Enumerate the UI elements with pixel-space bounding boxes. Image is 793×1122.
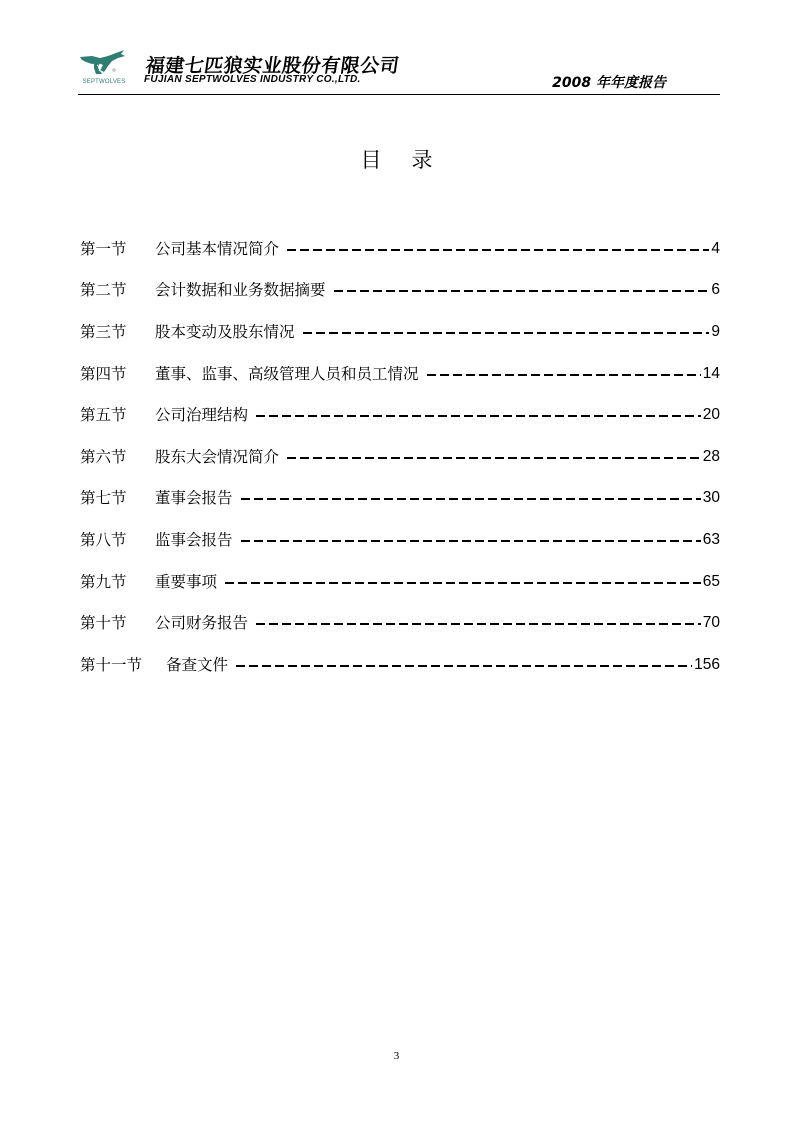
toc-entry[interactable]	[80, 436, 720, 478]
toc-section-number: 第八节	[80, 530, 127, 549]
toc-entry[interactable]	[80, 270, 720, 312]
toc-entry[interactable]	[80, 519, 720, 561]
toc-dot-leader	[256, 623, 701, 625]
toc-section-number: 第六节	[80, 447, 127, 466]
toc-section-number: 第二节	[80, 281, 127, 300]
toc-page-number: 20	[702, 406, 720, 424]
toc-section-title: 公司基本情况简介	[155, 239, 280, 258]
toc-section-title: 重要事项	[155, 572, 218, 591]
toc-page-number: 4	[711, 239, 720, 257]
toc-dot-leader	[303, 332, 710, 334]
toc-section-number: 第七节	[80, 489, 127, 508]
toc-page-number: 6	[711, 281, 720, 299]
toc-section-title: 公司财务报告	[155, 614, 249, 633]
toc-entry[interactable]	[80, 602, 720, 644]
toc-page-number: 14	[702, 364, 720, 382]
toc-page-number: 63	[702, 530, 720, 548]
toc-section-number: 第十节	[80, 614, 127, 633]
toc-section-number: 第九节	[80, 572, 127, 591]
toc-section-title: 董事、监事、高级管理人员和员工情况	[155, 364, 419, 383]
toc-title-char: 目	[360, 148, 382, 172]
toc-dot-leader	[225, 582, 701, 584]
toc-entry[interactable]	[80, 228, 720, 270]
table-of-contents	[80, 228, 720, 686]
toc-entry[interactable]	[80, 561, 720, 603]
toc-section-title: 股东大会情况简介	[155, 447, 280, 466]
toc-section-number: 第一节	[80, 239, 127, 258]
toc-dot-leader	[287, 457, 701, 459]
toc-page-number: 156	[694, 655, 720, 673]
header-divider	[78, 94, 720, 95]
company-name-cn: 福建七匹狼实业股份有限公司	[144, 55, 401, 77]
toc-section-title: 公司治理结构	[155, 406, 249, 425]
page-header	[78, 44, 720, 96]
toc-entry[interactable]	[80, 478, 720, 520]
toc-page-number: 28	[702, 447, 720, 465]
toc-dot-leader	[241, 540, 701, 542]
toc-page-number: 65	[702, 572, 720, 590]
toc-dot-leader	[256, 415, 701, 417]
company-name-en: FUJIAN SEPTWOLVES INDUSTRY CO.,LTD.	[144, 74, 361, 85]
toc-section-title: 会计数据和业务数据摘要	[155, 281, 326, 300]
toc-section-number: 第十一节	[80, 655, 143, 674]
toc-section-title: 董事会报告	[155, 489, 233, 508]
toc-dot-leader	[427, 374, 701, 376]
toc-page-number: 9	[711, 322, 720, 340]
toc-title-char: 录	[411, 148, 433, 172]
toc-dot-leader	[241, 498, 701, 500]
toc-page-number: 70	[702, 614, 720, 632]
toc-section-title: 备查文件	[166, 655, 229, 674]
report-title: 2008 年年度报告	[552, 75, 666, 91]
page-number: 3	[393, 1050, 400, 1062]
toc-page-number: 30	[702, 489, 720, 507]
toc-section-number: 第四节	[80, 364, 127, 383]
toc-entry[interactable]	[80, 394, 720, 436]
toc-section-title: 监事会报告	[155, 530, 233, 549]
toc-section-number: 第三节	[80, 322, 127, 341]
toc-dot-leader	[287, 249, 709, 251]
toc-title	[0, 144, 793, 174]
wolf-logo-icon	[78, 48, 128, 86]
toc-dot-leader	[236, 665, 692, 667]
toc-entry[interactable]	[80, 311, 720, 353]
toc-entry[interactable]	[80, 353, 720, 395]
toc-section-number: 第五节	[80, 406, 127, 425]
toc-dot-leader	[334, 290, 710, 292]
toc-section-title: 股本变动及股东情况	[155, 322, 295, 341]
logo-brand-text: SEPTWOLVES	[82, 79, 126, 85]
toc-entry[interactable]	[80, 644, 720, 686]
